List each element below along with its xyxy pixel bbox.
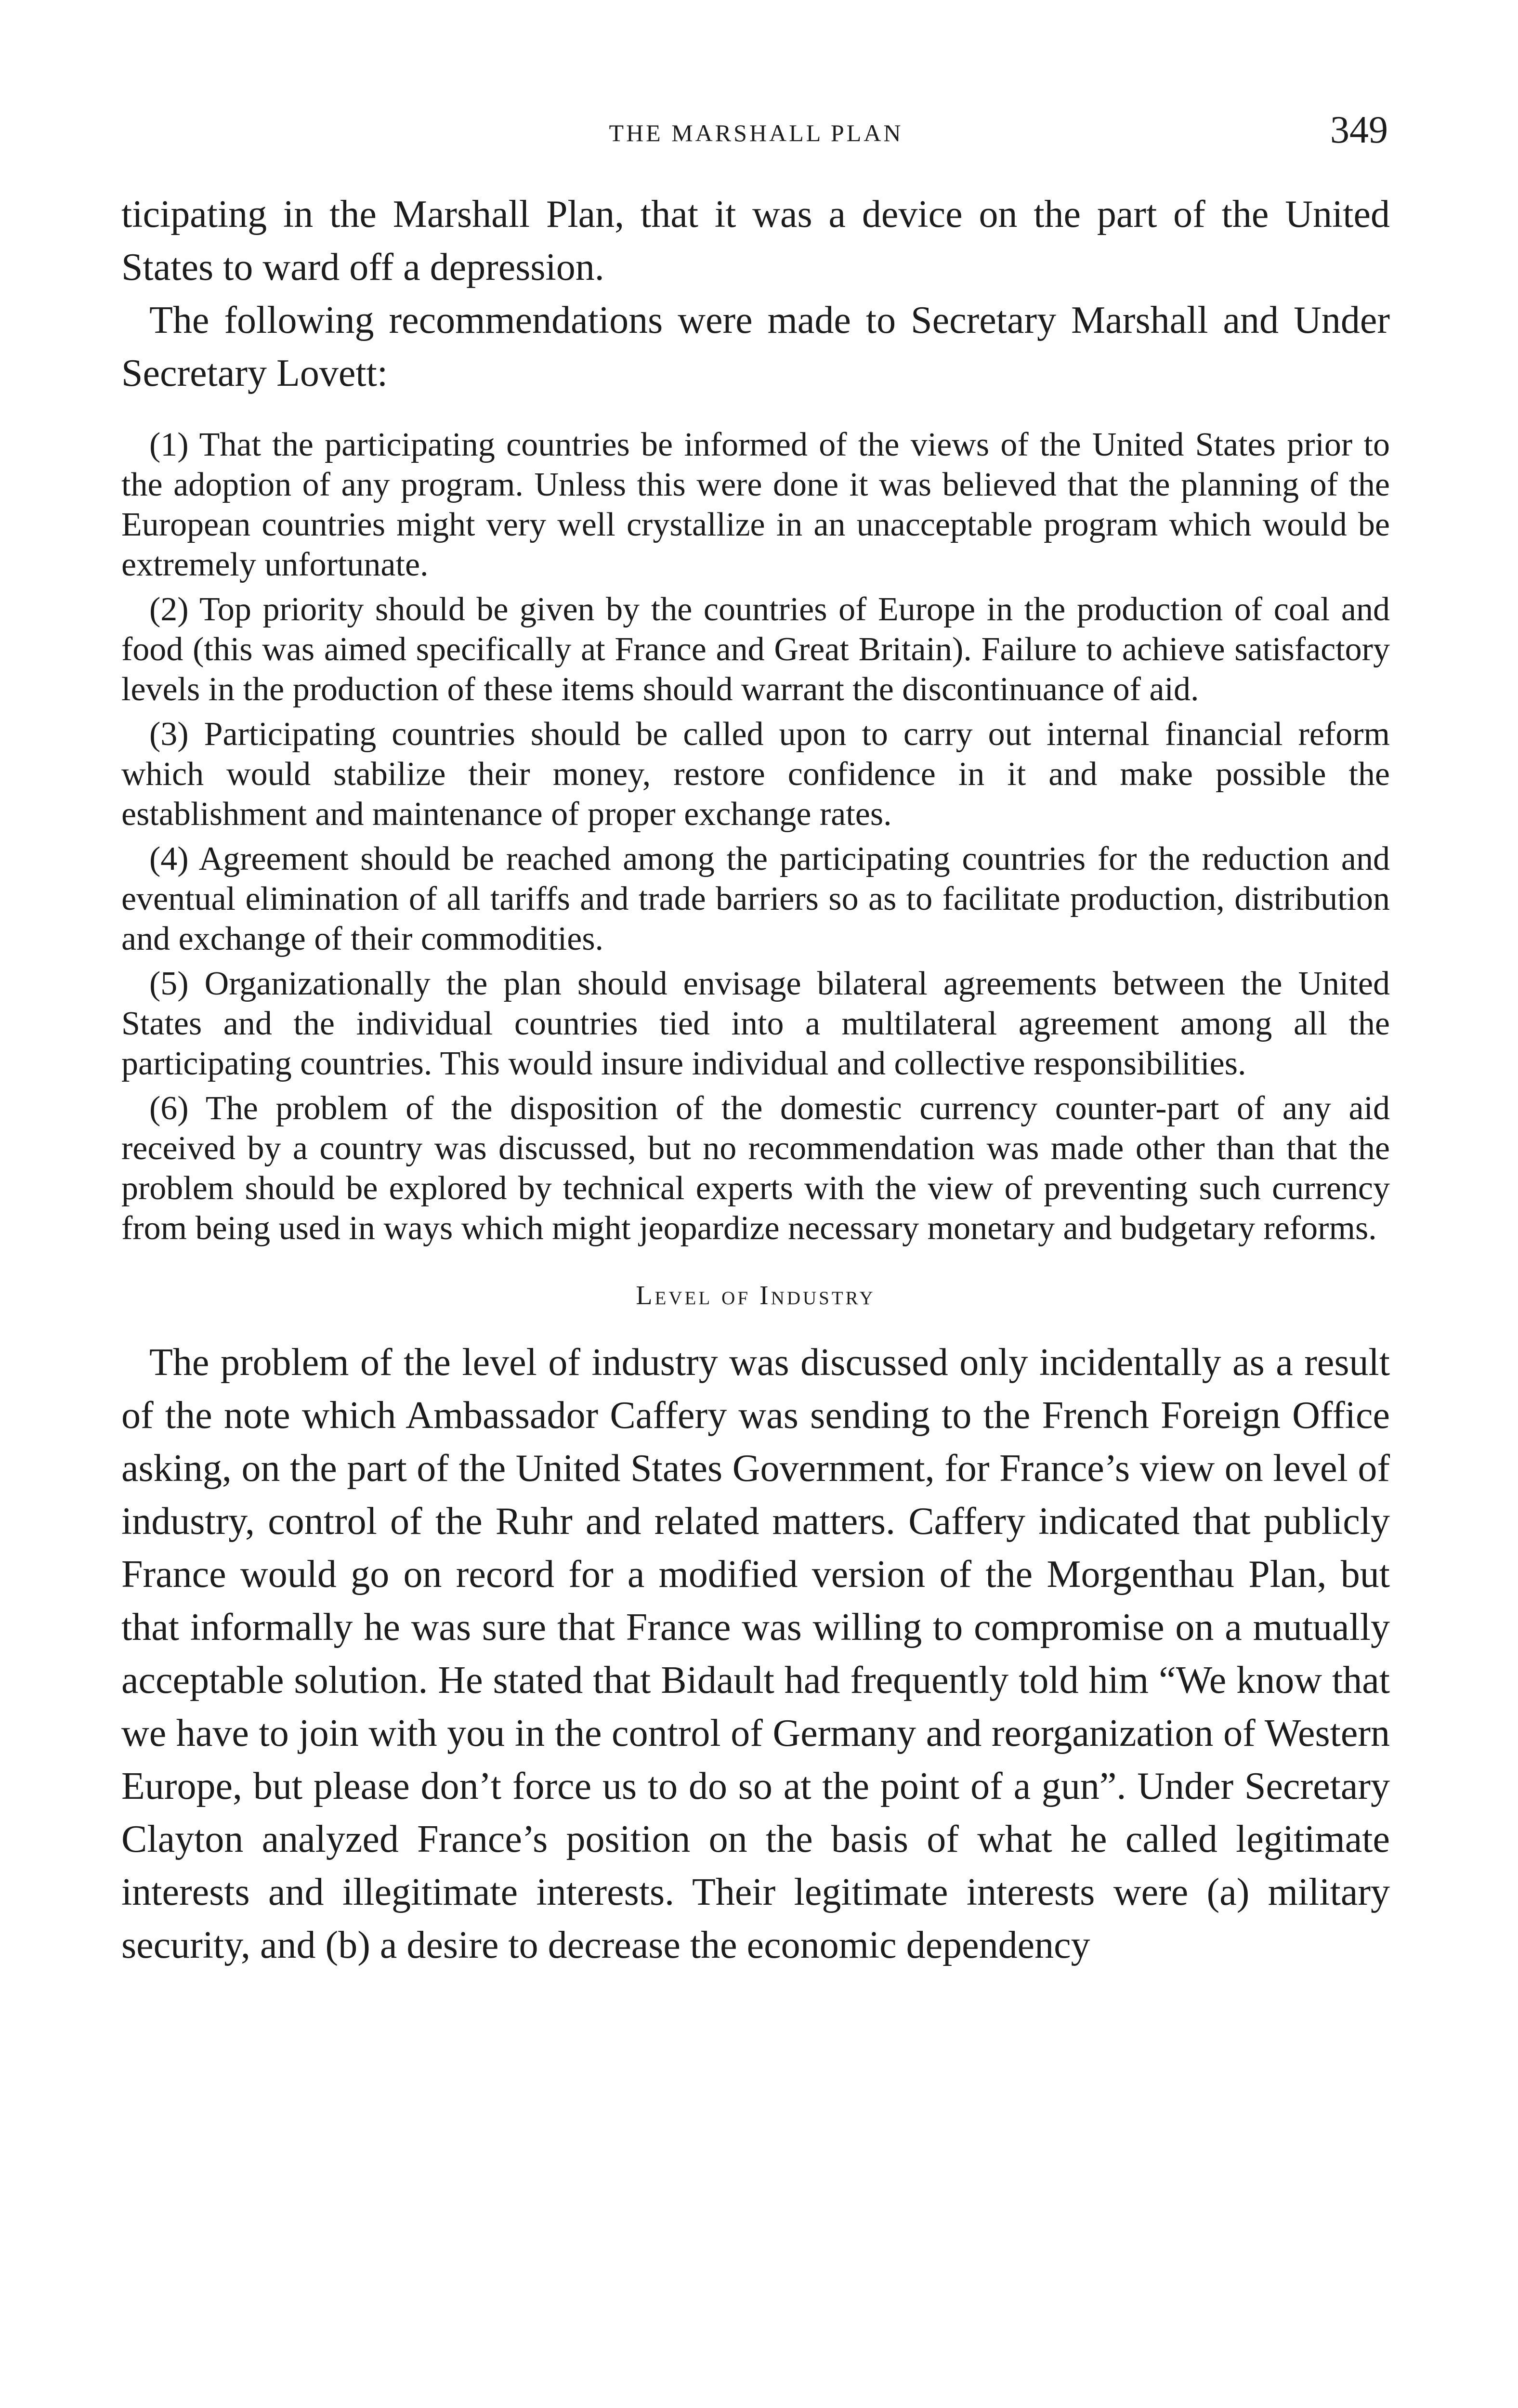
recommendation-item: (2) Top priority should be given by the countries of Europe in the production of coal and food (this was aimed specifically at France and Great Britain). Failure to achieve satisfactory levels in the production of these items should warrant the discontinuance of aid. xyxy=(121,591,1390,708)
recommendation-item: (1) That the participating countries be informed of the views of the United States prior to the adoption of any program. Unless this were done it was believed that the planning of the European countries might very well crystallize in an unacceptable program which would be extremely unfortunate. xyxy=(121,426,1390,583)
lead-paragraph: The following recommendations were made to Secretary Marshall and Under Secretary Lovett: xyxy=(121,299,1390,394)
recommendation-item: (5) Organizationally the plan should envisage bilateral agreements between the United States and the individual countries tied into a multilateral agreement among all the participating countries. This would insure individual and collective responsibilities. xyxy=(121,965,1390,1082)
page-body xyxy=(121,188,1390,1972)
recommendation-item: (6) The problem of the disposition of the domestic currency counter-part of any aid received by a country was discussed, but no recommendation was made other than that the problem should be explored by technical experts with the view of preventing such currency from being used in ways which might jeopardize necessary monetary and budgetary reforms. xyxy=(121,1090,1390,1247)
section-paragraph: The problem of the level of industry was discussed only incidentally as a result of the note which Ambassador Caffery was sending to the French Foreign Office asking, on the part of the United States Government, for France’s view on level of industry, control of the Ruhr and related matters. Caffery indicated that publicly France would go on record for a modified version of the Morgenthau Plan, but that informally he was sure that France was willing to compromise on a mutually acceptable solution. He stated that Bidault had frequently told him “We know that we have to join with you in the control of Germany and reorganization of Western Europe, but please don’t force us to do so at the point of a gun”. Under Secretary Clayton analyzed France’s position on the basis of what he called legitimate interests and illegitimate interests. Their legitimate interests were (a) military security, and (b) a desire to decrease the economic dependency xyxy=(121,1341,1390,1966)
recommendation-item: (4) Agreement should be reached among the participating countries for the reduction and eventual elimination of all tariffs and trade barriers so as to facilitate production, distribution and exchange of their commodities. xyxy=(121,840,1390,957)
running-title: THE MARSHALL PLAN xyxy=(609,119,903,146)
running-header xyxy=(120,108,1392,166)
recommendations-list xyxy=(121,425,1390,1248)
page-number: 349 xyxy=(1330,109,1388,151)
recommendation-item: (3) Participating countries should be called upon to carry out internal financial reform which would stabilize their money, restore confidence in it and make possible the establishment and maintenance of proper exchange rates. xyxy=(121,716,1390,833)
section-heading: Level of Industry xyxy=(636,1281,876,1310)
continuation-paragraph: ticipating in the Marshall Plan, that it was a device on the part of the United States to ward off a depression. xyxy=(121,193,1390,288)
